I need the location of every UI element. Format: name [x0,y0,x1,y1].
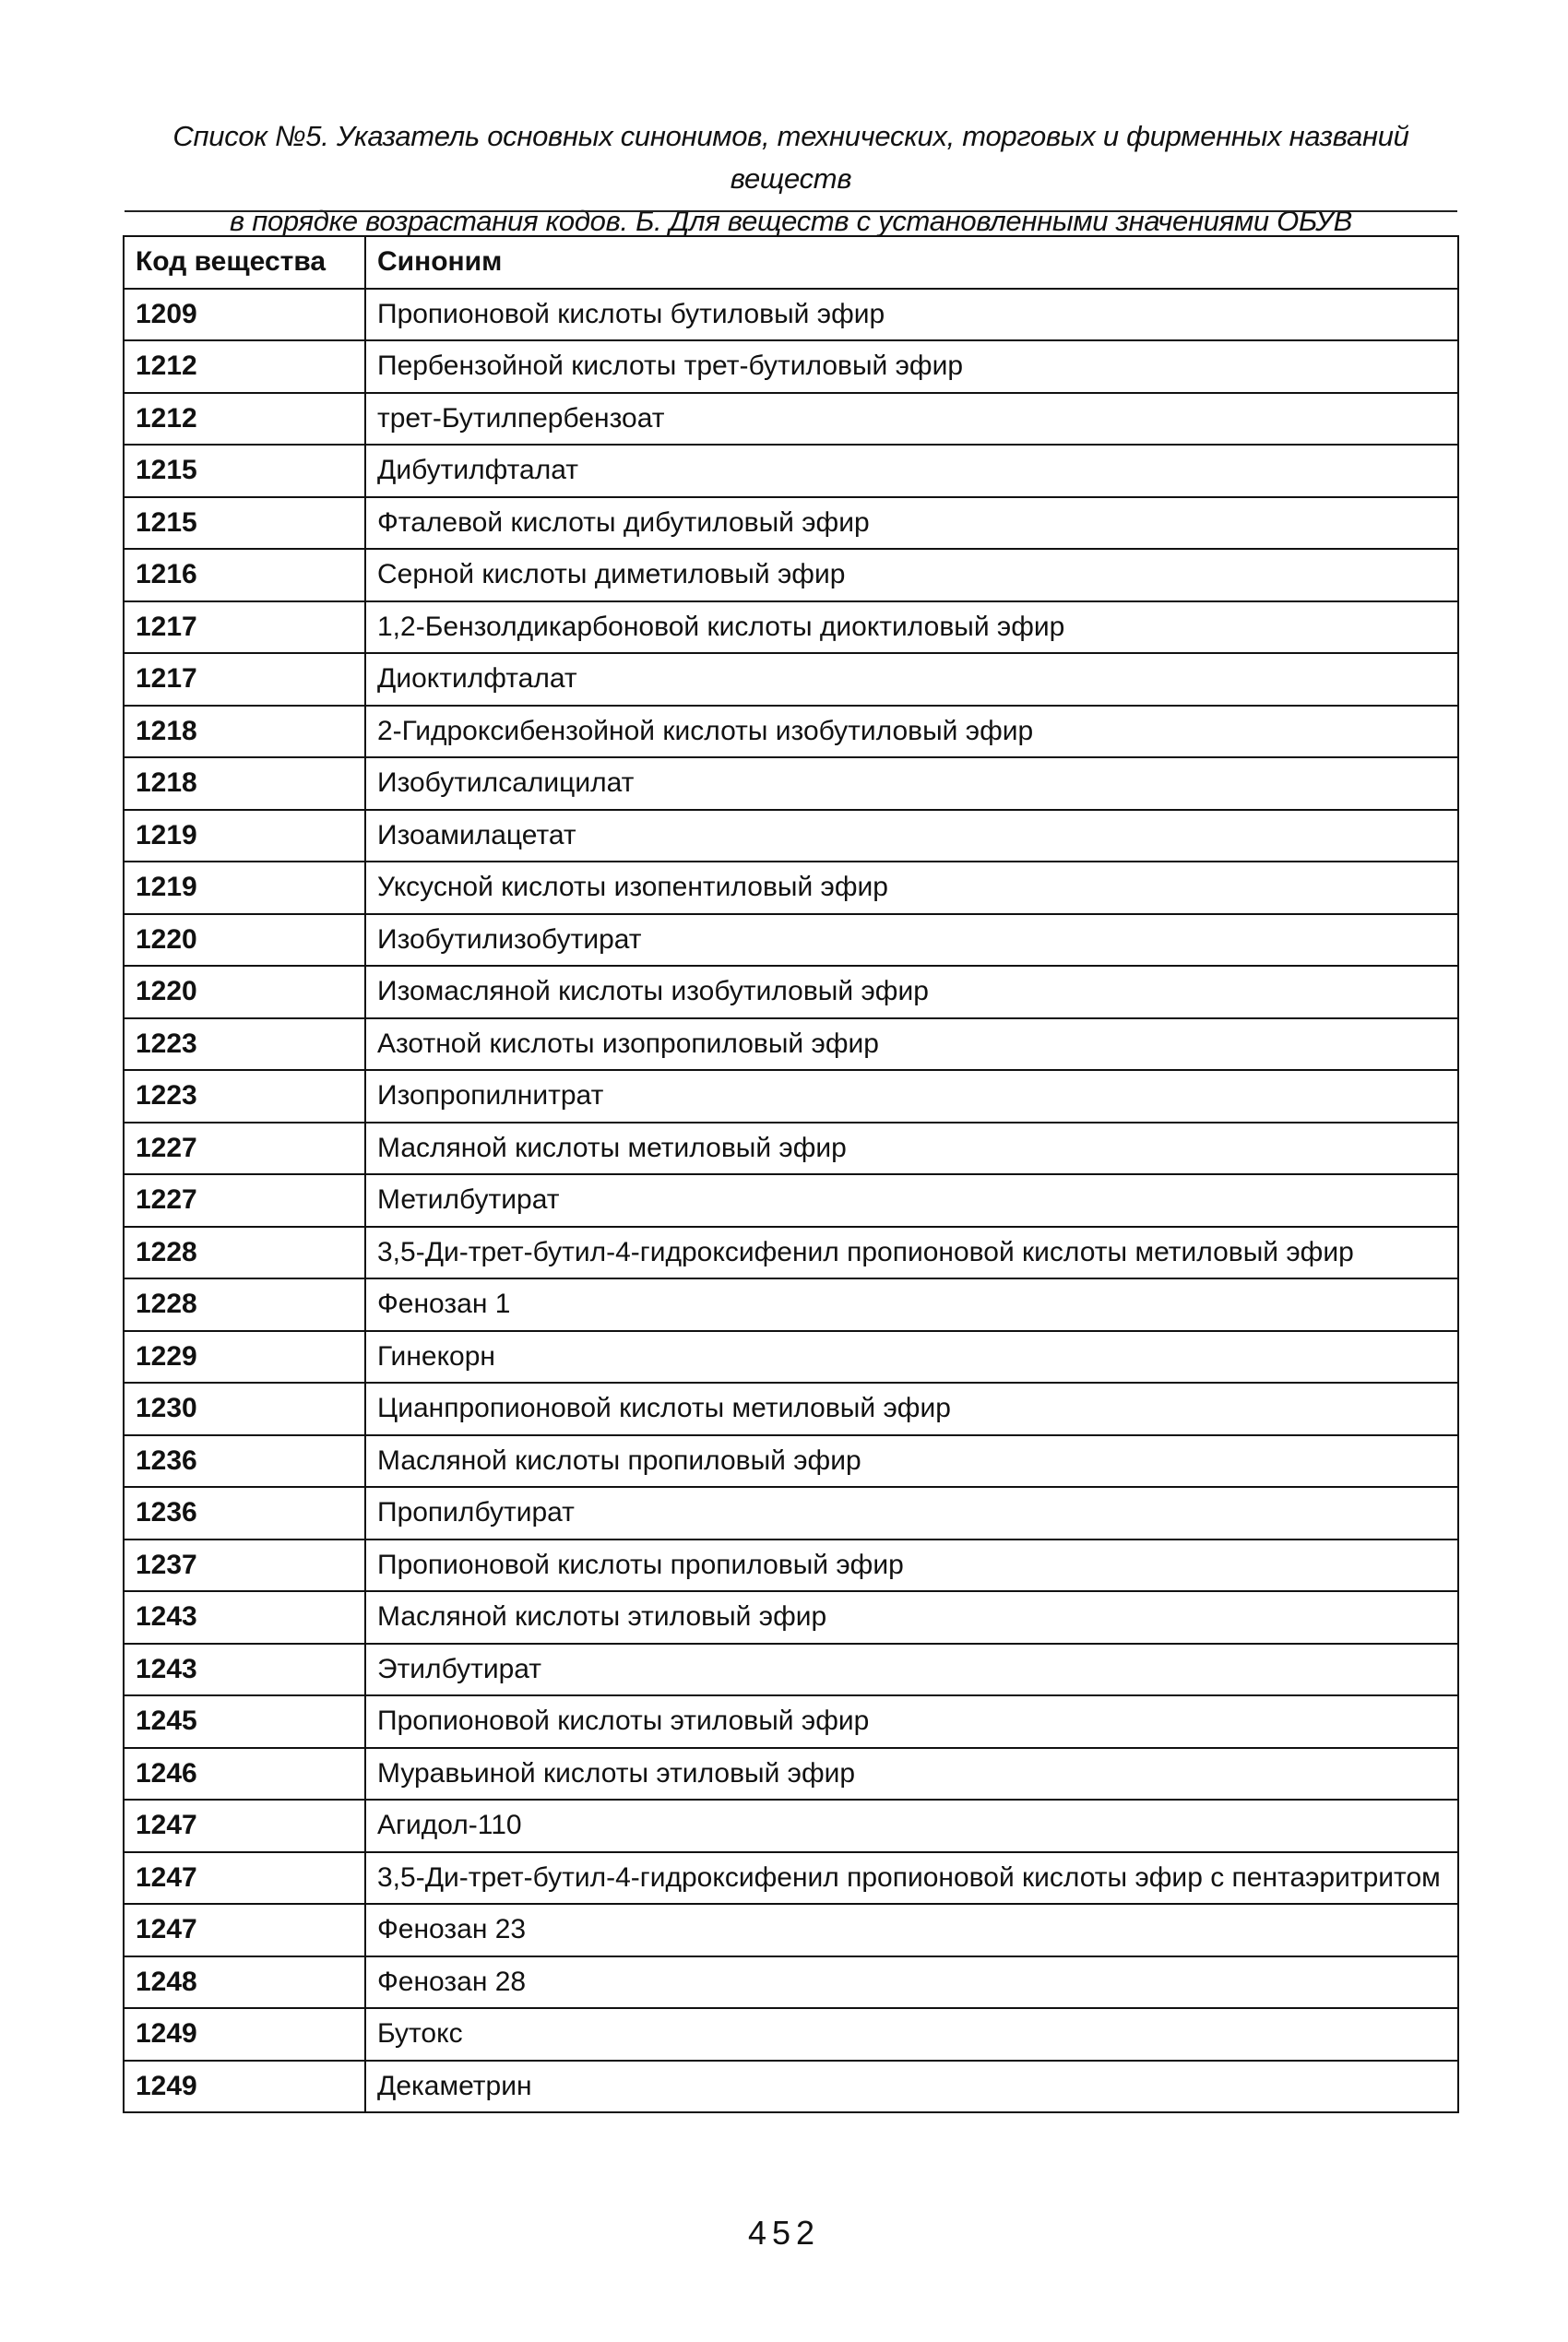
substance-code-cell: 1212 [124,393,365,446]
substance-code-cell: 1243 [124,1644,365,1696]
synonym-cell: Фенозан 28 [365,1956,1458,2009]
substance-code-cell: 1220 [124,914,365,967]
substance-code-cell: 1247 [124,1904,365,1956]
synonym-cell: Масляной кислоты этиловый эфир [365,1591,1458,1644]
synonym-cell: Фталевой кислоты дибутиловый эфир [365,497,1458,550]
substance-code-cell: 1217 [124,601,365,654]
table-row [124,1278,1458,1331]
table-row [124,1748,1458,1801]
column-header-synonym: Синоним [365,236,1458,289]
synonym-cell: Масляной кислоты метиловый эфир [365,1123,1458,1175]
substance-code-cell: 1220 [124,966,365,1018]
header-line-2: в порядке возрастания кодов. Б. Для веществ с установленными значениями ОБУВ [230,205,1352,237]
synonym-cell: Изомасляной кислоты изобутиловый эфир [365,966,1458,1018]
substance-code-cell: 1237 [124,1540,365,1592]
substance-code-cell: 1223 [124,1018,365,1071]
table-row [124,1174,1458,1227]
substance-code-cell: 1216 [124,549,365,601]
table-row [124,549,1458,601]
substance-code-cell: 1246 [124,1748,365,1801]
substance-code-cell: 1249 [124,2008,365,2061]
substance-code-cell: 1228 [124,1278,365,1331]
synonym-cell: Фенозан 23 [365,1904,1458,1956]
table-row [124,653,1458,706]
synonym-cell: Азотной кислоты изопропиловый эфир [365,1018,1458,1071]
synonym-cell: Пропилбутират [365,1487,1458,1540]
substance-code-cell: 1217 [124,653,365,706]
substance-code-cell: 1248 [124,1956,365,2009]
table-row [124,1383,1458,1435]
table-row [124,601,1458,654]
table-row [124,1695,1458,1748]
substance-code-cell: 1243 [124,1591,365,1644]
table-row [124,1644,1458,1696]
substance-code-cell: 1218 [124,706,365,758]
synonym-cell: Пропионовой кислоты этиловый эфир [365,1695,1458,1748]
table-row [124,1852,1458,1905]
table-row [124,1540,1458,1592]
table-row [124,1800,1458,1852]
synonym-cell: Метилбутират [365,1174,1458,1227]
table-row [124,1591,1458,1644]
synonym-cell: Изоамилацетат [365,810,1458,862]
table-row [124,1904,1458,1956]
synonym-cell: Декаметрин [365,2061,1458,2113]
synonym-cell: Пербензойной кислоты трет-бутиловый эфир [365,340,1458,393]
table-header-row [124,236,1458,289]
substance-code-cell: 1227 [124,1174,365,1227]
table-row [124,706,1458,758]
table-row [124,1123,1458,1175]
substance-code-cell: 1229 [124,1331,365,1384]
substance-code-cell: 1236 [124,1487,365,1540]
substance-code-cell: 1230 [124,1383,365,1435]
substance-code-cell: 1245 [124,1695,365,1748]
synonym-cell: Масляной кислоты пропиловый эфир [365,1435,1458,1488]
table-body [124,289,1458,2113]
synonym-cell: Диоктилфталат [365,653,1458,706]
table-row [124,340,1458,393]
table-row [124,393,1458,446]
synonym-cell: Цианпропионовой кислоты метиловый эфир [365,1383,1458,1435]
synonym-cell: Гинекорн [365,1331,1458,1384]
page-number: 452 [747,2214,821,2252]
table-row [124,1487,1458,1540]
table-row [124,1435,1458,1488]
table-row [124,1070,1458,1123]
table-row [124,1331,1458,1384]
table-row [124,914,1458,967]
substance-code-cell: 1249 [124,2061,365,2113]
substance-code-cell: 1219 [124,810,365,862]
synonym-cell: Серной кислоты диметиловый эфир [365,549,1458,601]
substance-code-cell: 1215 [124,445,365,497]
substance-code-cell: 1223 [124,1070,365,1123]
synonym-cell: Пропионовой кислоты бутиловый эфир [365,289,1458,341]
synonym-cell: Фенозан 1 [365,1278,1458,1331]
table-row [124,810,1458,862]
header-divider [125,210,1457,212]
synonym-cell: Дибутилфталат [365,445,1458,497]
substance-code-cell: 1219 [124,862,365,914]
synonym-cell: 2-Гидроксибензойной кислоты изобутиловый эфир [365,706,1458,758]
page-header [125,115,1457,243]
table-row [124,757,1458,810]
synonym-cell: Изопропилнитрат [365,1070,1458,1123]
synonym-cell: Агидол-110 [365,1800,1458,1852]
header-line-1: Список №5. Указатель основных синонимов, технических, торговых и фирменных названий веществ [172,120,1409,195]
synonym-cell: Пропионовой кислоты пропиловый эфир [365,1540,1458,1592]
substance-code-cell: 1227 [124,1123,365,1175]
synonym-cell: Изобутилизобутират [365,914,1458,967]
substance-code-cell: 1215 [124,497,365,550]
synonym-cell: Муравьиной кислоты этиловый эфир [365,1748,1458,1801]
synonym-cell: 3,5-Ди-трет-бутил-4-гидроксифенил пропионовой кислоты метиловый эфир [365,1227,1458,1279]
substance-code-cell: 1228 [124,1227,365,1279]
synonym-cell: 3,5-Ди-трет-бутил-4-гидроксифенил пропионовой кислоты эфир с пентаэритритом [365,1852,1458,1905]
substance-code-cell: 1247 [124,1852,365,1905]
synonym-cell: Бутокс [365,2008,1458,2061]
table-row [124,2008,1458,2061]
table-row [124,289,1458,341]
table-row [124,1227,1458,1279]
substance-code-cell: 1247 [124,1800,365,1852]
table-row [124,966,1458,1018]
substance-code-cell: 1236 [124,1435,365,1488]
substance-code-cell: 1212 [124,340,365,393]
synonym-cell: Уксусной кислоты изопентиловый эфир [365,862,1458,914]
synonym-cell: трет-Бутилпербензоат [365,393,1458,446]
synonym-cell: Изобутилсалицилат [365,757,1458,810]
synonym-table [123,235,1459,2113]
table-row [124,1956,1458,2009]
synonym-cell: 1,2-Бензолдикарбоновой кислоты диоктиловый эфир [365,601,1458,654]
substance-code-cell: 1209 [124,289,365,341]
table-row [124,445,1458,497]
substance-code-cell: 1218 [124,757,365,810]
table-row [124,862,1458,914]
synonym-cell: Этилбутират [365,1644,1458,1696]
table-row [124,1018,1458,1071]
table-row [124,497,1458,550]
table-row [124,2061,1458,2113]
column-header-code: Код вещества [124,236,365,289]
